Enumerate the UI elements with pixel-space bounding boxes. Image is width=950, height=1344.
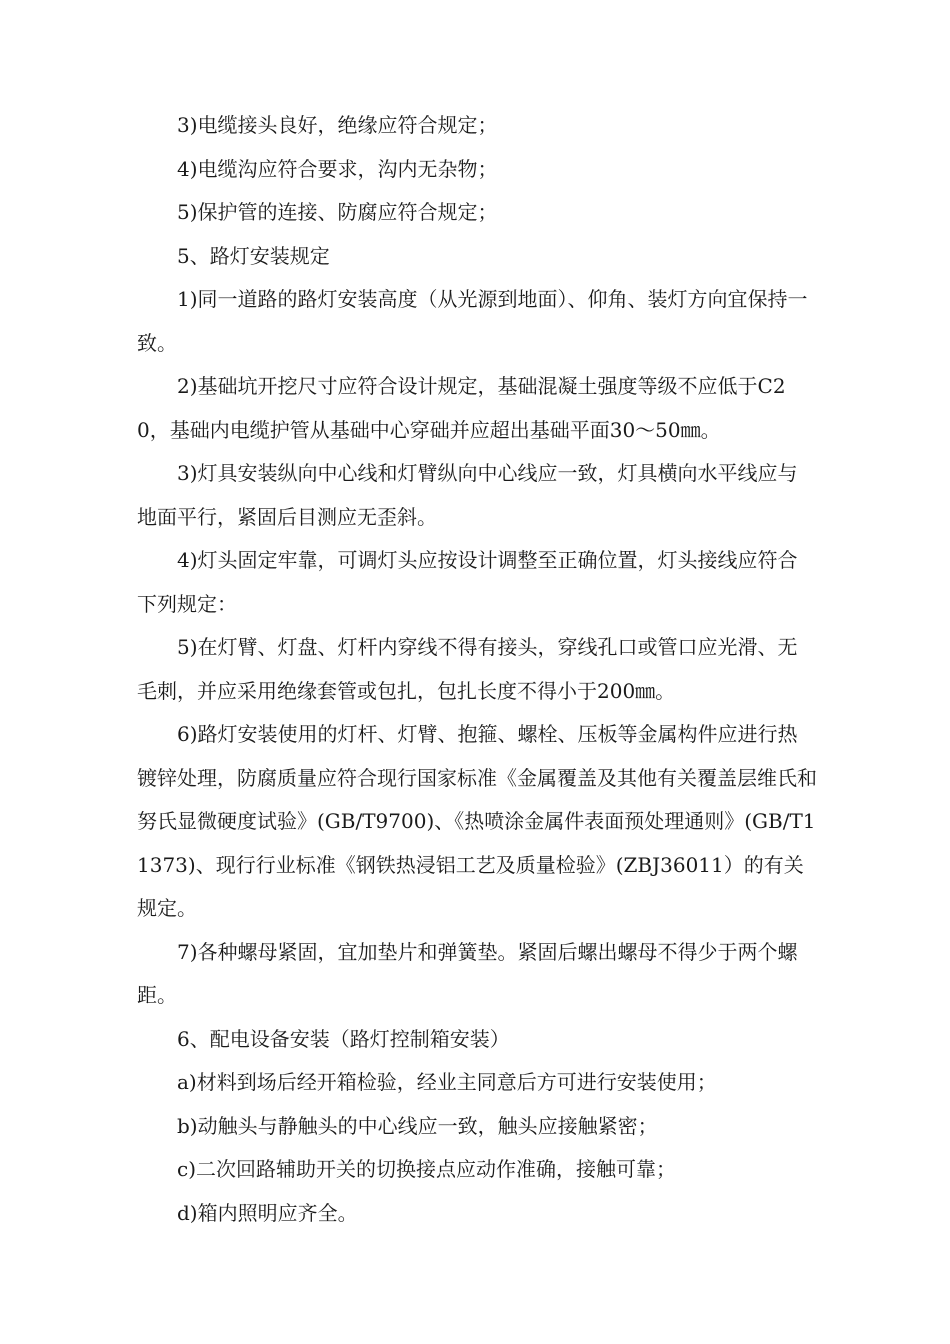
section-heading-distribution-equipment: 6、配电设备安装（路灯控制箱安装） bbox=[177, 1026, 510, 1051]
document-body bbox=[137, 104, 817, 1235]
paragraph-secondary-circuit: c)二次回路辅助开关的切换接点应动作准确，接触可靠； bbox=[177, 1157, 677, 1181]
paragraph-lamp-height: 1)同一道路的路灯安装高度（从光源到地面）、仰角、装灯方向宜保持一致。 bbox=[137, 287, 808, 355]
section-heading-streetlight-installation: 5、路灯安装规定 bbox=[177, 243, 330, 268]
paragraph-nut-fastening: 7)各种螺母紧固，宜加垫片和弹簧垫。紧固后螺出螺母不得少于两个螺距。 bbox=[137, 939, 798, 1007]
paragraph-cable-joint: 3)电缆接头良好，绝缘应符合规定； bbox=[177, 113, 498, 137]
paragraph-lamp-centerline: 3)灯具安装纵向中心线和灯臂纵向中心线应一致，灯具横向水平线应与地面平行，紧固后目测应无歪斜。 bbox=[137, 461, 798, 529]
paragraph-protective-pipe: 5)保护管的连接、防腐应符合规定； bbox=[177, 200, 498, 224]
paragraph-wiring: 5)在灯臂、灯盘、灯杆内穿线不得有接头，穿线孔口或管口应光滑、无毛刺，并应采用绝缘套管或包扎，包扎长度不得小于200㎜。 bbox=[137, 635, 798, 703]
paragraph-lamp-head: 4)灯头固定牢靠，可调灯头应按设计调整至正确位置，灯头接线应符合下列规定： bbox=[137, 548, 798, 616]
paragraph-material-inspection: a)材料到场后经开箱检验，经业主同意后方可进行安装使用； bbox=[177, 1070, 717, 1094]
paragraph-contacts: b)动触头与静触头的中心线应一致，触头应接触紧密； bbox=[177, 1113, 658, 1138]
paragraph-cable-trench: 4)电缆沟应符合要求，沟内无杂物； bbox=[177, 156, 498, 181]
paragraph-galvanizing: 6)路灯安装使用的灯杆、灯臂、抱箍、螺栓、压板等金属构件应进行热镀锌处理，防腐质量应符合现行国家标准《金属覆盖及其他有关覆盖层维氏和努氏显微硬度试验》(GB/T9700)、《热喷涂金属件表面预处理通则》(GB/T11373)、现行行业标准《钢铁热浸铝工艺及质量检验》(ZBJ36011）的有关规定。 bbox=[137, 722, 817, 920]
paragraph-box-lighting: d)箱内照明应齐全。 bbox=[177, 1200, 358, 1225]
paragraph-foundation-pit: 2)基础坑开挖尺寸应符合设计规定，基础混凝土强度等级不应低于C20，基础内电缆护管从基础中心穿础并应超出基础平面30～50㎜。 bbox=[137, 374, 786, 442]
